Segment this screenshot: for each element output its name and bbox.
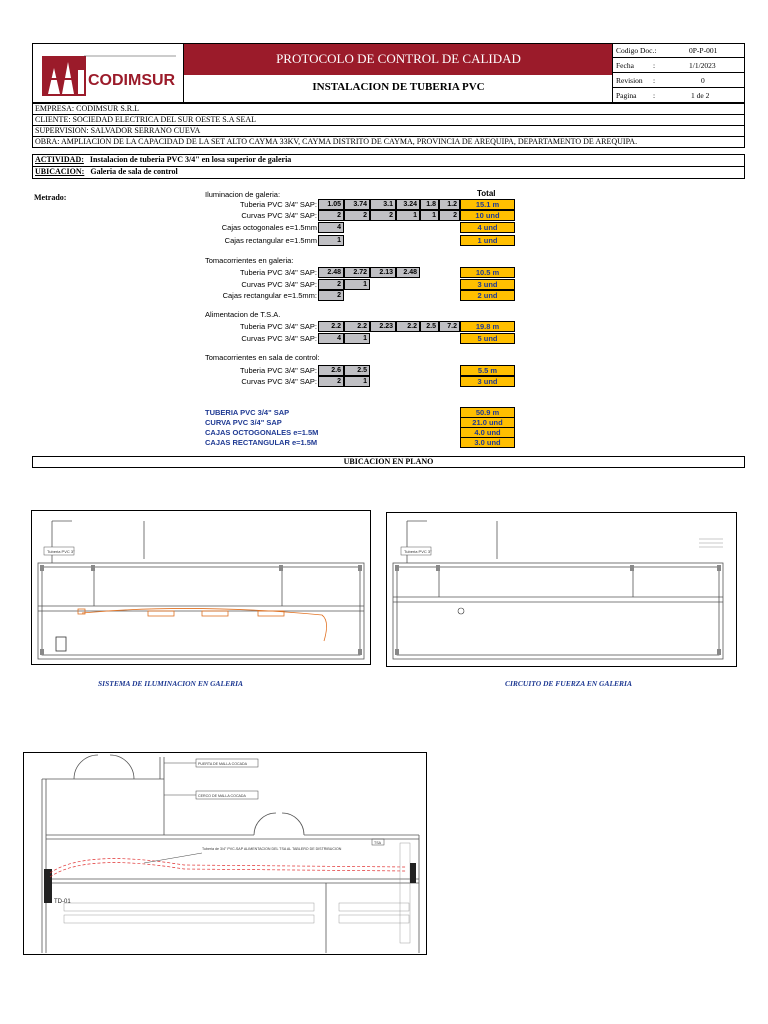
caption-fuerza: CIRCUITO DE FUERZA EN GALERIA — [505, 679, 632, 688]
plan-fuerza — [386, 512, 737, 667]
location-line — [32, 166, 745, 179]
quantity-cell: 2 — [344, 210, 370, 221]
quantity-cell: 1 — [344, 279, 370, 290]
meta-row-revision — [613, 73, 745, 88]
quantity-cell: 2.72 — [344, 267, 370, 278]
quantity-cell: 2.2 — [396, 321, 420, 332]
total-cell: 4 und — [460, 222, 515, 233]
quantity-cell: 1 — [318, 235, 344, 246]
metrado-label: Metrado: — [34, 193, 67, 202]
quantity-cell: 2.48 — [318, 267, 344, 278]
company-logo-text: CODIMSUR — [88, 72, 176, 89]
row-label: Curvas PVC 3/4" SAP: — [241, 377, 317, 386]
quantity-cell: 4 — [318, 222, 344, 233]
quantity-cell: 1 — [420, 210, 439, 221]
info-supervision: SUPERVISION: SALVADOR SERRANO CUEVA — [32, 125, 745, 137]
quantity-cell: 1 — [344, 333, 370, 344]
title-divider-left — [183, 43, 184, 103]
plan3-door2-note: CERCO DE MALLA COCADA — [198, 794, 246, 798]
plan-alimentacion-tsa — [23, 752, 427, 955]
total-header: Total — [477, 189, 496, 198]
quantity-cell: 2 — [318, 290, 344, 301]
meta-label: Pagina — [616, 91, 637, 100]
plan2-tag: Tuberia PVC 3" — [404, 549, 432, 554]
quantity-cell: 1.05 — [318, 199, 344, 210]
quantity-cell: 2.5 — [420, 321, 439, 332]
meta-row-date — [613, 58, 745, 73]
meta-value: 0P-P-001 — [689, 46, 718, 55]
total-cell: 5 und — [460, 333, 515, 344]
info-obra: OBRA: AMPLIACION DE LA CAPACIDAD DE LA SET ALTO CAYMA 33KV, CAYMA DISTRITO DE CAYMA, PROVINCIA DE AREQUIPA, DEPARTAMENTO DE AREQUIPA. — [32, 136, 745, 148]
quantity-cell: 2.23 — [370, 321, 396, 332]
quantity-cell: 1 — [396, 210, 420, 221]
section-title-iluminacion: Iluminacion de galeria: — [205, 190, 281, 199]
quantity-cell: 7.2 — [439, 321, 460, 332]
meta-row-code — [613, 43, 745, 58]
info-cliente: CLIENTE: SOCIEDAD ELECTRICA DEL SUR OESTE S.A SEAL — [32, 114, 745, 126]
quantity-cell: 3.24 — [396, 199, 420, 210]
total-cell: 19.8 m — [460, 321, 515, 332]
plano-heading: UBICACION EN PLANO — [343, 457, 434, 466]
quantity-cell: 2.6 — [318, 365, 344, 376]
row-label: Curvas PVC 3/4" SAP: — [241, 280, 317, 289]
quantity-cell: 2 — [318, 376, 344, 387]
row-label: Tuberia PVC 3/4" SAP: — [239, 366, 317, 375]
activity-value: Instalacion de tuberia PVC 3/4" en losa superior de galeria — [89, 155, 292, 164]
summary-label: CURVA PVC 3/4" SAP — [205, 418, 282, 427]
meta-label: Fecha — [616, 61, 634, 70]
company-logo — [38, 48, 178, 98]
document-subtitle: INSTALACION DE TUBERIA PVC — [312, 81, 485, 93]
quantity-cell: 2 — [318, 210, 344, 221]
meta-value: 1/1/2023 — [689, 61, 716, 70]
meta-value: 0 — [701, 76, 705, 85]
summary-total: 50.9 m — [460, 407, 515, 418]
quantity-cell: 3.1 — [370, 199, 396, 210]
total-cell: 1 und — [460, 235, 515, 246]
quantity-cell: 1.8 — [420, 199, 439, 210]
document-title: PROTOCOLO DE CONTROL DE CALIDAD — [276, 51, 521, 66]
summary-total: 21.0 und — [460, 417, 515, 428]
total-cell: 15.1 m — [460, 199, 515, 210]
summary-label: CAJAS OCTOGONALES e=1.5M — [205, 428, 319, 437]
summary-label: CAJAS RECTANGULAR e=1.5M — [205, 438, 318, 447]
quantity-cell: 3.74 — [344, 199, 370, 210]
meta-value: 1 de 2 — [691, 91, 710, 100]
row-label: Curvas PVC 3/4" SAP: — [241, 334, 317, 343]
row-label: Tuberia PVC 3/4" SAP: — [239, 322, 317, 331]
quantity-cell: 1.2 — [439, 199, 460, 210]
section-title-tomacorrientes-galeria: Tomacorrientes en galeria: — [205, 256, 294, 265]
section-title-tomacorrientes-sala: Tomacorrientes en sala de control: — [205, 353, 320, 362]
info-empresa: EMPRESA: CODIMSUR S.R.L — [32, 103, 745, 115]
quantity-cell: 2.48 — [396, 267, 420, 278]
row-label: Cajas rectangular e=1.5mm: — [222, 291, 317, 300]
total-cell: 2 und — [460, 290, 515, 301]
meta-row-page — [613, 88, 745, 103]
row-label: Curvas PVC 3/4" SAP: — [241, 211, 317, 220]
summary-total: 4.0 und — [460, 427, 515, 438]
quantity-cell: 2 — [370, 210, 396, 221]
location-value: Galeria de sala de control — [90, 167, 178, 176]
quantity-cell: 2.2 — [344, 321, 370, 332]
plan3-pipe-note: Tuberia de 3/4" PVC-SAP ALIMENTACION DEL TSA AL TABLERO DE DISTRIBUCION — [202, 847, 342, 851]
total-cell: 3 und — [460, 279, 515, 290]
total-cell: 3 und — [460, 376, 515, 387]
quantity-cell: 4 — [318, 333, 344, 344]
quantity-cell: 2.2 — [318, 321, 344, 332]
total-cell: 10.5 m — [460, 267, 515, 278]
meta-label: Revision — [616, 76, 643, 85]
plan3-board-label: TD-01 — [54, 899, 71, 905]
caption-iluminacion: SISTEMA DE ILUMINACION EN GALERIA — [98, 679, 244, 688]
section-title-alimentacion-tsa: Alimentacion de T.S.A. — [205, 310, 281, 319]
summary-label: TUBERIA PVC 3/4" SAP — [205, 408, 290, 417]
meta-sep: : — [653, 61, 656, 70]
plan1-tag: Tuberia PVC 3" — [47, 549, 75, 554]
plan-iluminacion — [31, 510, 371, 665]
row-label: Tuberia PVC 3/4" SAP: — [239, 268, 317, 277]
meta-sep: : — [653, 76, 656, 85]
plan3-door1-note: PUERTA DE MALLA COCADA — [198, 762, 247, 766]
plan3-tsa-label: TSA — [374, 841, 381, 845]
row-label: Tuberia PVC 3/4" SAP: — [239, 200, 317, 209]
quantity-cell: 1 — [344, 376, 370, 387]
quantity-cell: 2.5 — [344, 365, 370, 376]
location-label: UBICACION: — [35, 167, 85, 176]
total-cell: 5.5 m — [460, 365, 515, 376]
quantity-cell: 2 — [318, 279, 344, 290]
row-label: Cajas rectangular e=1.5mm — [224, 236, 317, 245]
total-cell: 10 und — [460, 210, 515, 221]
summary-total: 3.0 und — [460, 437, 515, 448]
activity-label: ACTIVIDAD: — [35, 155, 84, 164]
row-label: Cajas octogonales e=1.5mm — [221, 223, 317, 232]
meta-label: Codigo Doc.: — [616, 46, 657, 55]
quantity-cell: 2 — [439, 210, 460, 221]
quantity-cell: 2.13 — [370, 267, 396, 278]
meta-sep: : — [653, 91, 656, 100]
